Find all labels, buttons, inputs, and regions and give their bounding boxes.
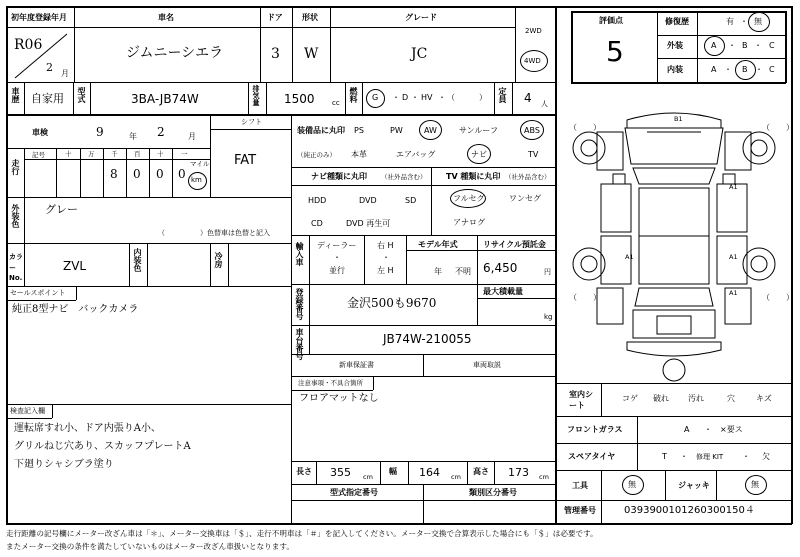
inspector-notes-label: 検査記入欄: [10, 407, 45, 415]
import-parallel: 並行: [329, 266, 345, 275]
use-value: 自家用: [31, 92, 64, 105]
registration-value: 金沢500も9670: [347, 296, 437, 310]
color-no-value: ZVL: [63, 259, 87, 273]
recycle-label: リサイクル預託金: [483, 240, 546, 249]
fuel-g: G: [372, 93, 379, 102]
fuel-dot3: ・: [438, 93, 446, 102]
reg-year-label: 初年度登録年月: [11, 13, 67, 22]
displacement-value: 1500: [284, 92, 315, 106]
mileage-unit-1: 万: [88, 150, 95, 158]
windshield-a: A: [684, 425, 690, 434]
mileage-digit-1: 0: [133, 167, 141, 181]
height-value: 173: [508, 466, 529, 479]
damage-mark-b1: B1: [674, 115, 683, 123]
interior-color-label: 内装色: [133, 248, 142, 272]
mileage-digit-3: 0: [178, 167, 186, 181]
damage-mark-a1-rear: A1: [729, 289, 738, 297]
door-value: 3: [271, 46, 280, 62]
spare-dot2: ・: [742, 452, 750, 461]
exterior-a: A: [711, 41, 717, 50]
ac-label: 冷房: [214, 252, 223, 268]
spare-tire-label: スペアタイヤ: [568, 452, 616, 461]
mileage-unit-3: 百: [134, 150, 141, 158]
door-label: ドア: [267, 13, 283, 22]
reg-month-unit: 月: [61, 69, 69, 78]
inspection-month-unit: 月: [188, 132, 196, 141]
equipment-sub: （純正のみ）: [297, 151, 336, 159]
mileage-unit-5: 一: [181, 150, 188, 158]
color-change-note: （ ）色替車は色替と記入: [158, 229, 270, 237]
mileage-mile-label: マイル: [190, 160, 210, 168]
windshield-dot: ・: [704, 425, 712, 434]
mileage-km-label: km: [191, 176, 202, 184]
nav-dvd-play: DVD 再生可: [346, 219, 391, 228]
registration-label: 登録番号: [295, 288, 304, 320]
chassis-label: 車台番号: [295, 328, 304, 360]
seat-scratch: キズ: [756, 394, 772, 403]
shape-value: W: [304, 46, 319, 62]
interior-label: 内装: [667, 65, 683, 74]
damage-mark-a1-left-rear: A1: [625, 253, 634, 261]
equip-pw: PW: [390, 126, 403, 135]
car-condition-diagram: [557, 92, 791, 382]
capacity-unit: 人: [541, 100, 548, 108]
fuel-label: 燃料: [349, 87, 358, 103]
tools-label: 工具: [572, 481, 588, 490]
height-label: 高さ: [473, 467, 489, 476]
management-value: 0393900101260300150４: [624, 505, 755, 516]
windshield-label: フロントガラス: [567, 425, 623, 434]
vehicle-manual: 車両取説: [473, 361, 501, 369]
grade-label: グレード: [405, 13, 437, 22]
length-value: 355: [330, 466, 351, 479]
displacement-label: 排気量: [252, 85, 260, 106]
inspection-year: 9: [96, 125, 104, 139]
drive-4wd: 4WD: [524, 57, 541, 65]
jack-value: 無: [751, 480, 759, 489]
model-code-value: 3BA-JB74W: [131, 92, 199, 106]
import-right-h: 右 H: [377, 241, 394, 250]
import-dot: ・: [333, 253, 341, 262]
notes-label: 注意事項・不具合箇所: [298, 379, 363, 387]
inspector-note-line-2: グリルねじ穴あり、スカッフプレートA: [14, 441, 191, 452]
mileage-unit-0: 十: [65, 150, 72, 158]
mileage-symbol-label: 記号: [32, 151, 45, 159]
inspector-note-line-1: 運転席すれ小、ドア内張りA小、: [14, 423, 161, 434]
inspection-label: 車検: [32, 128, 48, 137]
grade-value: JC: [411, 46, 428, 62]
bracket-front-right: （ ）: [762, 123, 794, 132]
sales-point-text: 純正8型ナビ バックカメラ: [12, 304, 139, 315]
fuel-other: （ ）: [447, 93, 487, 102]
import-left-h: 左 H: [377, 266, 394, 275]
score-label: 評価点: [599, 16, 623, 25]
spare-dot1: ・: [680, 452, 688, 461]
cc-unit: cc: [332, 99, 340, 107]
seat-tear: 破れ: [653, 394, 669, 403]
interior-c: C: [769, 65, 775, 74]
nav-sd: SD: [405, 196, 417, 205]
use-label: 車歴: [11, 87, 20, 103]
nav-label: ナビ種類に丸印: [311, 172, 367, 181]
footer-line-1: 走行距離の記号欄にメーター改ざん車は「＊」、メーター交換車は「＄」、走行不明車は「＃」を記入してください。メーター交換で合算表示した場合にも「＄」は必要です。: [6, 529, 598, 538]
drive-2wd: 2WD: [525, 27, 542, 35]
interior-a: A: [711, 65, 717, 74]
repair-no: 無: [754, 17, 762, 26]
repair-dot: ・: [740, 17, 748, 26]
nav-sub: （社外品含む）: [381, 173, 427, 181]
seat-stain: 汚れ: [688, 394, 704, 403]
bracket-rear-left: （ ）: [569, 293, 601, 302]
interior-b: B: [742, 65, 748, 74]
inspector-note-line-3: 下廻りシャシブラ塗り: [14, 459, 114, 470]
nav-dvd: DVD: [359, 196, 377, 205]
bracket-front-left: （ ）: [569, 123, 601, 132]
recycle-value: 6,450: [483, 261, 518, 275]
shift-label: シフト: [241, 118, 262, 126]
width-unit: cm: [451, 473, 461, 481]
exterior-label: 外装: [667, 41, 683, 50]
max-load-unit: kg: [544, 313, 553, 321]
sales-point-label: セールスポイント: [10, 289, 66, 297]
nav-cd: CD: [311, 219, 323, 228]
capacity-value: 4: [524, 91, 532, 105]
tv-oneseg: ワンセグ: [509, 194, 541, 203]
equip-sunroof: サンルーフ: [459, 126, 498, 135]
model-year-unit: 年: [434, 267, 442, 276]
tv-fullseg: フルセグ: [453, 194, 485, 203]
tv-analog: アナログ: [453, 218, 485, 227]
mileage-unit-2: 千: [111, 150, 118, 158]
type-designation-label: 型式指定番号: [330, 488, 378, 497]
equipment-label: 装備品に丸印: [297, 126, 345, 135]
mileage-digit-2: 0: [156, 167, 164, 181]
equip-tv: TV: [528, 150, 539, 159]
color-value: グレー: [45, 203, 78, 216]
seat-hole: 穴: [727, 394, 735, 403]
equip-abs: ABS: [524, 126, 540, 135]
class-number-label: 類別区分番号: [469, 488, 517, 497]
import-dot2: ・: [382, 253, 390, 262]
damage-mark-a1-right-rear: A1: [729, 253, 738, 261]
inspection-month: 2: [157, 125, 165, 139]
model-name-value: ジムニーシエラ: [126, 45, 224, 61]
import-label: 輸入車: [295, 242, 304, 266]
exterior-dot1: ・: [728, 41, 736, 50]
shape-label: 形状: [302, 13, 318, 22]
length-unit: cm: [363, 473, 373, 481]
tv-label: TV 種類に丸印: [446, 172, 501, 181]
reg-year-value: R06: [14, 37, 43, 53]
exterior-dot2: ・: [754, 41, 762, 50]
import-dealer: ディーラー: [317, 241, 357, 250]
mileage-digit-0: 8: [110, 167, 118, 181]
notes-value: フロアマットなし: [299, 393, 379, 404]
equip-leather: 本革: [351, 150, 367, 159]
footer-line-2: またメーター交換の条件を満たしていないものはメーター改ざん車扱いとなります。: [6, 542, 294, 551]
score-value: 5: [606, 35, 624, 68]
fuel-hv: HV: [421, 93, 433, 102]
tools-value: 無: [628, 480, 636, 489]
model-code-label: 型式: [77, 87, 86, 103]
fuel-dot1: ・: [392, 93, 400, 102]
equip-navi: ナビ: [471, 150, 487, 159]
equip-ps: PS: [354, 126, 364, 135]
mileage-unit-4: 十: [157, 150, 164, 158]
equip-aw: AW: [424, 126, 437, 135]
fuel-dot2: ・: [411, 93, 419, 102]
new-car-warranty: 新車保証書: [339, 361, 374, 369]
equip-airbag: エアバッグ: [396, 150, 436, 159]
exterior-b: B: [742, 41, 748, 50]
shift-value: FAT: [234, 153, 257, 168]
exterior-c: C: [769, 41, 775, 50]
chassis-value: JB74W-210055: [383, 332, 472, 346]
seat-burn: コゲ: [622, 394, 638, 403]
nav-hdd: HDD: [308, 196, 327, 205]
damage-mark-a1-right-front: A1: [729, 183, 738, 191]
recycle-unit: 円: [544, 268, 551, 276]
model-name-label: 車名: [158, 13, 174, 22]
spare-none: 欠: [762, 452, 770, 461]
repair-label: 修復歴: [665, 17, 689, 26]
model-year-value: 不明: [455, 267, 471, 276]
capacity-label: 定員: [498, 87, 507, 103]
tv-sub: （社外品含む）: [505, 173, 551, 181]
color-no-label: カラーNo.: [9, 253, 23, 282]
fuel-d: D: [402, 93, 409, 102]
interior-dot2: ・: [755, 65, 763, 74]
interior-dot1: ・: [724, 65, 732, 74]
width-label: 幅: [389, 467, 397, 476]
bracket-rear-right: （ ）: [762, 293, 794, 302]
spare-t: T: [662, 452, 667, 461]
spare-repair-kit: 修理 KIT: [696, 453, 724, 461]
width-value: 164: [419, 466, 440, 479]
color-label: 外装色: [11, 204, 20, 228]
seat-label: 室内シート: [569, 390, 593, 411]
inspection-year-unit: 年: [129, 132, 137, 141]
management-label: 管理番号: [564, 506, 596, 515]
model-year-label: モデル年式: [418, 240, 458, 249]
length-label: 長さ: [296, 467, 312, 476]
height-unit: cm: [539, 473, 549, 481]
jack-label: ジャッキ: [678, 481, 710, 490]
repair-yes: 有: [726, 17, 734, 26]
max-load-label: 最大積載量: [483, 287, 523, 296]
reg-month-value: 2: [46, 61, 53, 74]
mileage-label: 走行: [11, 159, 20, 175]
windshield-replace: ×要ス: [720, 425, 743, 434]
